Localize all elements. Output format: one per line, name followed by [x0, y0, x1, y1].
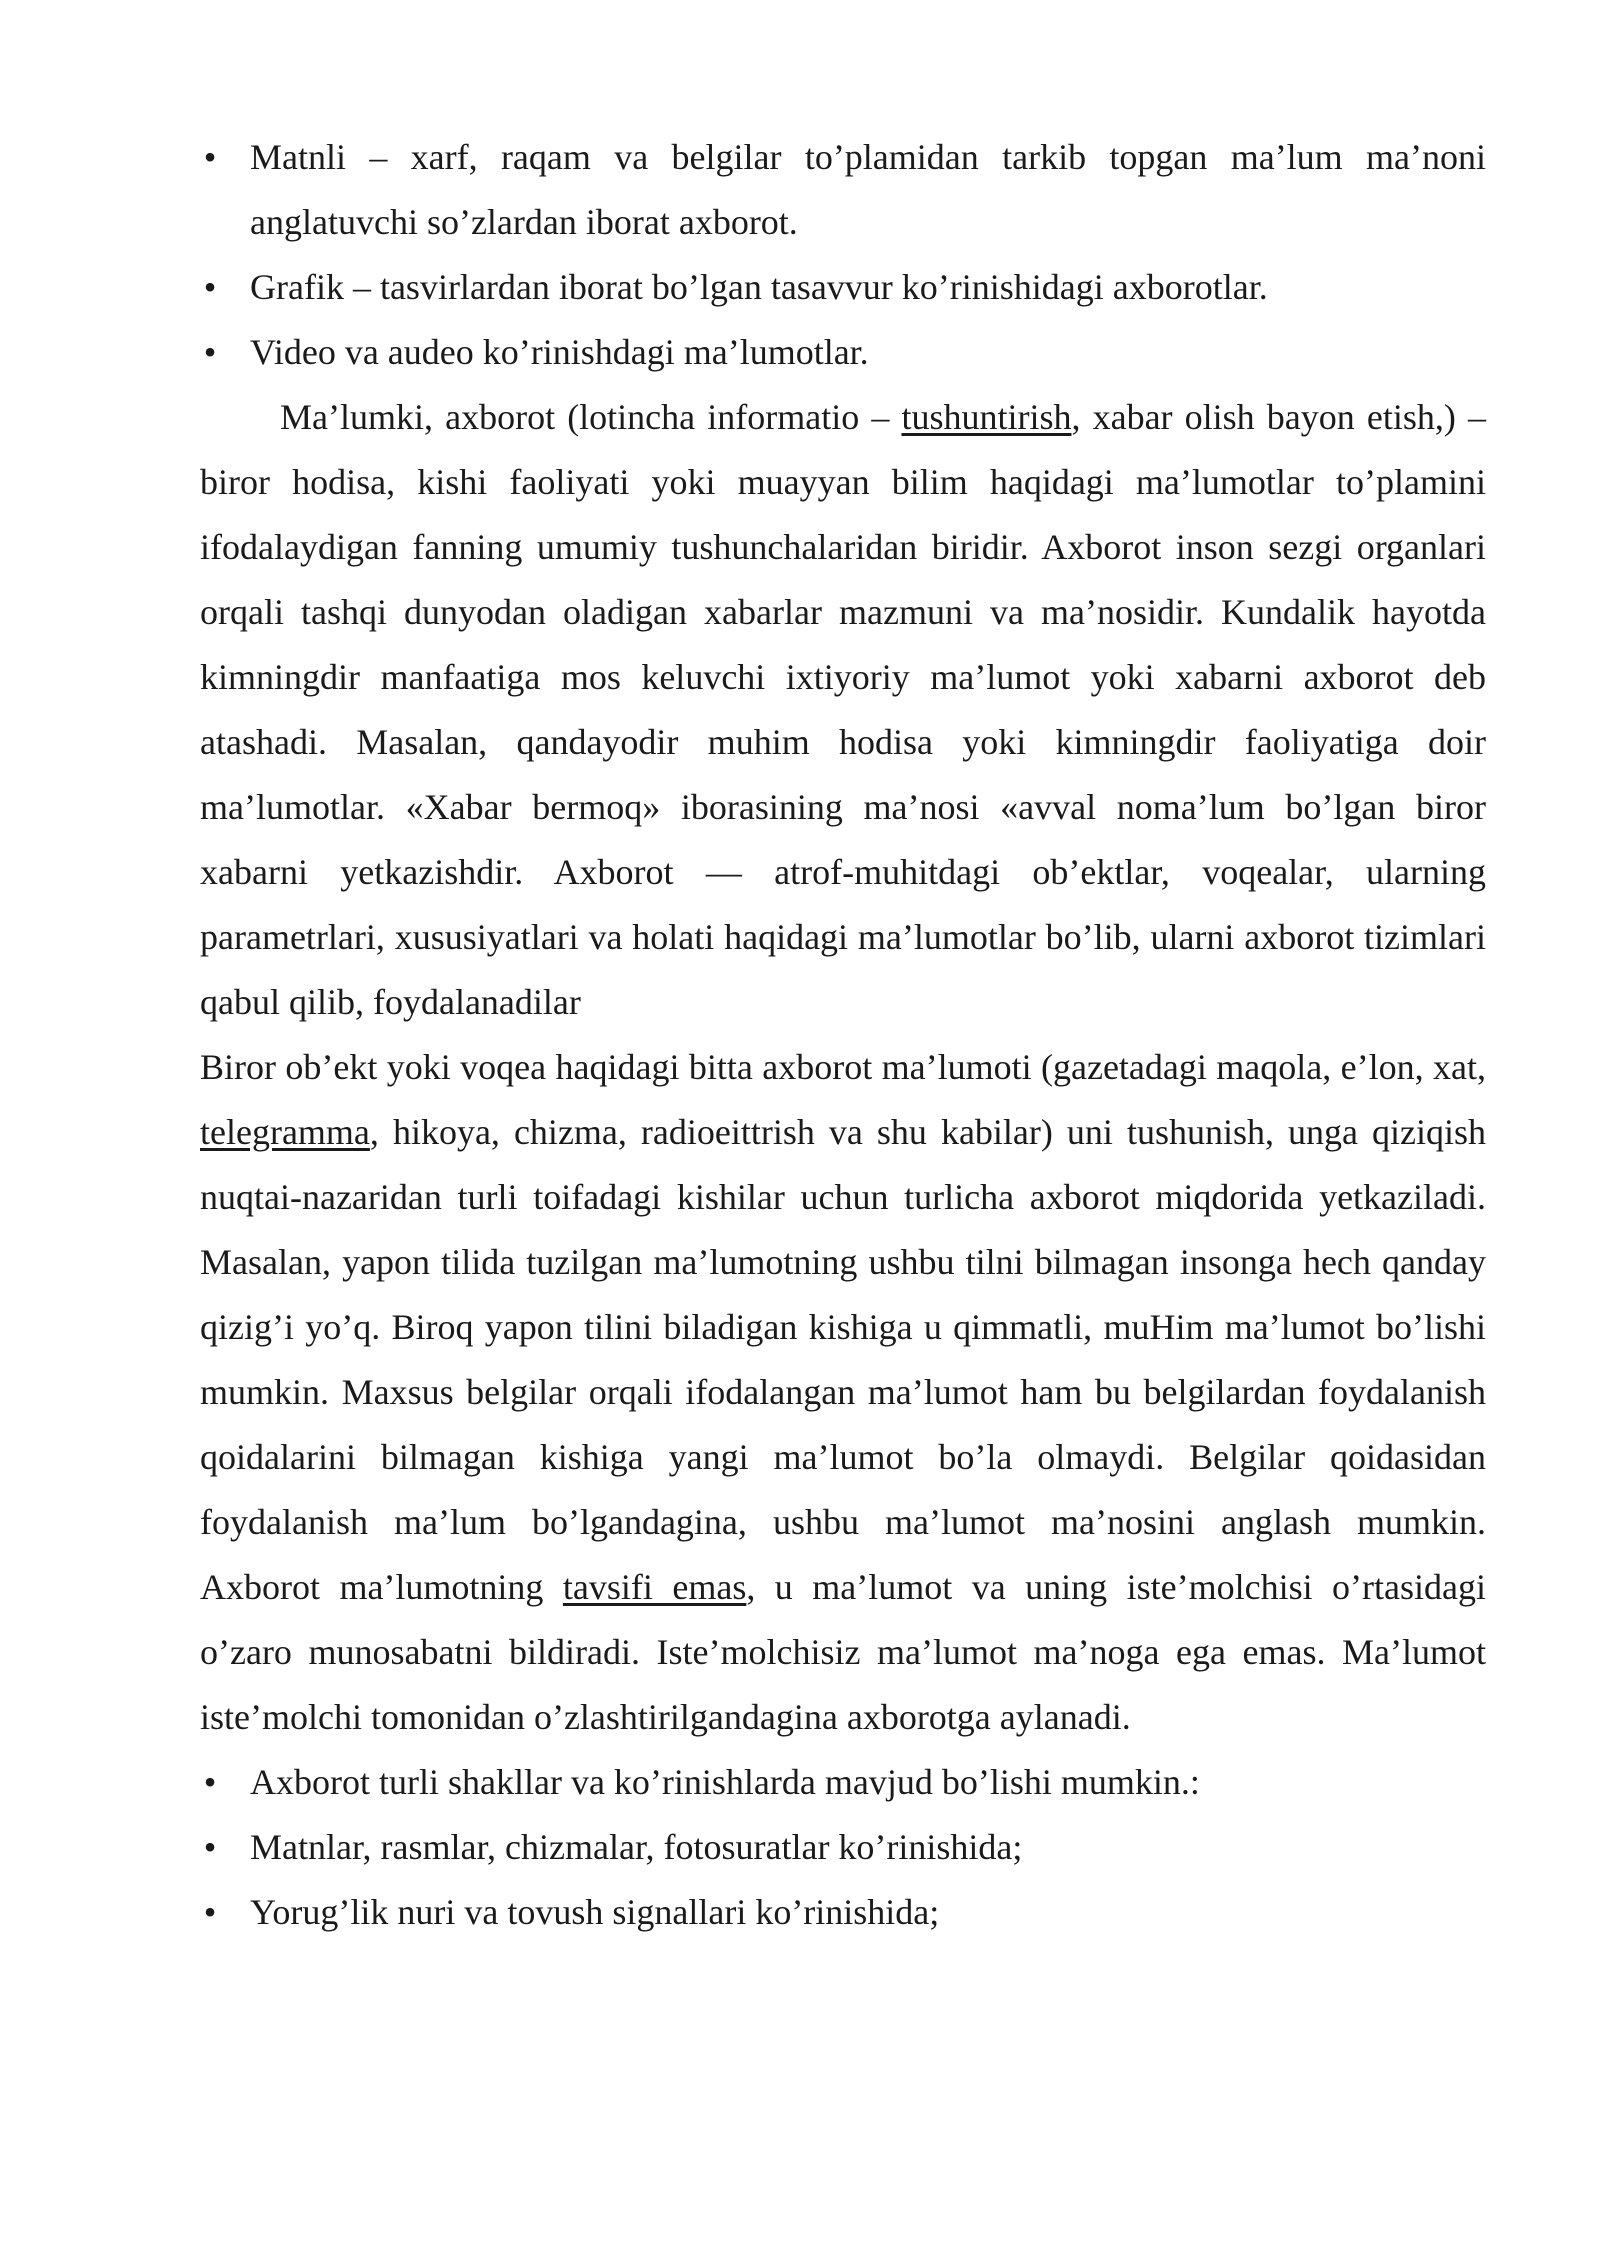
list-item: [200, 1750, 1486, 1815]
list-item-text: Matnlar, rasmlar, chizmalar, fotosuratlar ko’rinishida;: [250, 1827, 1023, 1867]
paragraph-text: , xabar olish bayon etish,) – biror hodisa, kishi faoliyati yoki muayyan bilim haqidagi ma’lumotlar to’plamini ifodalaydigan fanning umumiy tushunchalaridan biridir. Axborot inson sezgi organlari orqali tashqi dunyodan oladigan xabarlar mazmuni va ma’nosidir. Kundalik hayotda kimningdir manfaatiga mos keluvchi ixtiyoriy ma’lumot yoki xabarni axborot deb atashadi. Masalan, qandayodir muhim hodisa yoki kimningdir faoliyatiga doir ma’lumotlar. «Xabar bermoq» iborasining ma’nosi «avval noma’lum bo’lgan biror xabarni yetkazishdir. Axborot — atrof-muhitdagi ob’ektlar, voqealar, ularning parametrlari, xususiyatlari va holati haqidagi ma’lumotlar bo’lib, ularni axborot tizimlari qabul qilib, foydalanadilar: [200, 397, 1486, 1022]
paragraph-text: , hikoya, chizma, radioeittrish va shu kabilar) uni tushunish, unga qiziqish nuqtai-nazaridan turli toifadagi kishilar uchun turlicha axborot miqdorida yetkaziladi. Masalan, yapon tilida tuzilgan ma’lumotning ushbu tilni bilmagan insonga hech qanday qizig’i yo’q. Biroq yapon tilini biladigan kishiga u qimmatli, muHim ma’lumot bo’lishi mumkin. Maxsus belgilar orqali ifodalangan ma’lumot ham bu belgilardan foydalanish qoidalarini bilmagan kishiga yangi ma’lumot bo’la olmaydi. Belgilar qoidasidan foydalanish ma’lum bo’lgandagina, ushbu ma’lumot ma’nosini anglash mumkin. Axborot ma’lumotning: [200, 1112, 1486, 1607]
list-item-text: Grafik – tasvirlardan iborat bo’lgan tasavvur ko’rinishidagi axborotlar.: [250, 267, 1268, 307]
bullet-icon: •: [203, 1762, 217, 1802]
document-page: [200, 125, 1486, 1945]
body-paragraph: [200, 385, 1486, 1750]
bullet-icon: •: [203, 137, 217, 177]
bullet-list-top: [200, 125, 1486, 385]
list-item: [200, 1880, 1486, 1945]
list-item: [200, 320, 1486, 385]
link-tavsifi-emas[interactable]: tavsifi emas: [562, 1567, 747, 1607]
list-item: [200, 125, 1486, 255]
list-item: [200, 1815, 1486, 1880]
list-item-text: Yorug’lik nuri va tovush signallari ko’rinishida;: [250, 1892, 940, 1932]
paragraph-text: Ma’lumki, axborot (lotincha informatio –: [280, 397, 902, 437]
link-telegramma[interactable]: telegramma: [200, 1112, 370, 1152]
bullet-icon: •: [203, 1827, 217, 1867]
link-tushuntirish[interactable]: tushuntirish: [901, 397, 1072, 437]
paragraph-text: , u ma’lumot va uning iste’molchisi o’rtasidagi o’zaro munosabatni bildiradi. Iste’molchisiz ma’lumot ma’noga ega emas. Ma’lumot iste’molchi tomonidan o’zlashtirilgandagina axborotga aylanadi.: [200, 1567, 1487, 1737]
bullet-icon: •: [203, 332, 217, 372]
list-item-text: Matnli – xarf, raqam va belgilar to’plamidan tarkib topgan ma’lum ma’noni anglatuvchi so’zlardan iborat axborot.: [250, 137, 1486, 242]
bullet-icon: •: [203, 1892, 217, 1932]
bullet-icon: •: [203, 267, 217, 307]
bullet-list-bottom: [200, 1750, 1486, 1945]
paragraph-text: Biror ob’ekt yoki voqea haqidagi bitta axborot ma’lumoti (gazetadagi maqola, e’lon, xat,: [200, 1047, 1486, 1087]
list-item: [200, 255, 1486, 320]
list-item-text: Video va audeo ko’rinishdagi ma’lumotlar.: [250, 332, 869, 372]
list-item-text: Axborot turli shakllar va ko’rinishlarda mavjud bo’lishi mumkin.:: [250, 1762, 1200, 1802]
